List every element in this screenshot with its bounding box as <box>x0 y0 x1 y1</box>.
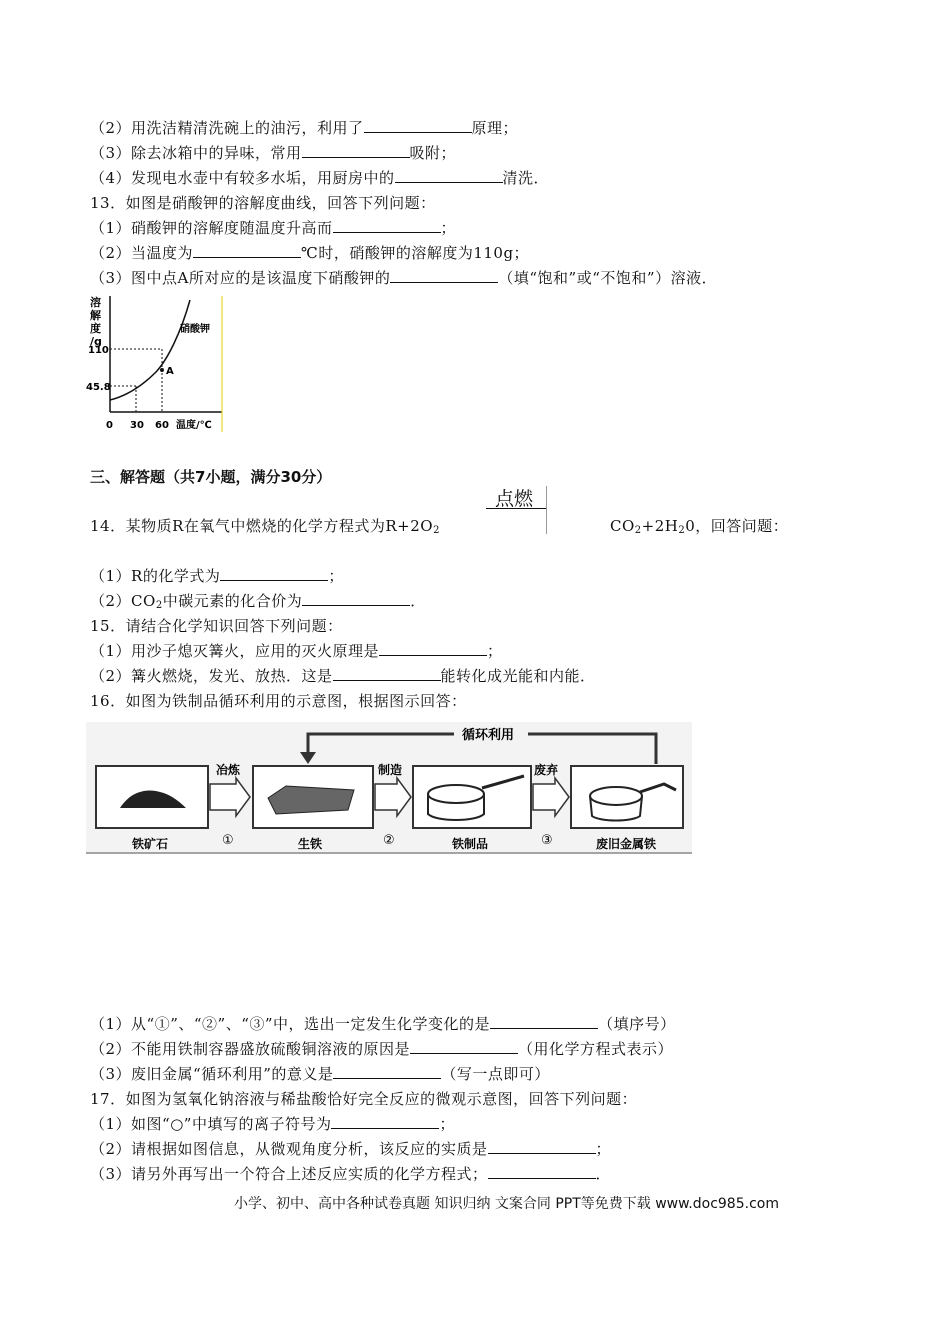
svg-text:②: ② <box>383 833 395 848</box>
q16-item2: （2）不能用铁制容器盛放硫酸铜溶液的原因是 （用化学方程式表示） <box>90 1040 674 1058</box>
caption-iron-product: 铁制品 <box>452 837 489 851</box>
y-title-1: 溶 <box>90 296 101 309</box>
reaction-arrow-line <box>486 508 546 509</box>
q14-stem-right: CO2+2H20，回答问题： <box>610 517 789 536</box>
answer-blank[interactable] <box>364 118 472 133</box>
answer-blank[interactable] <box>331 1114 439 1129</box>
q16-item1: （1）从“①”、“②”、“③”中，选出一定发生化学变化的是 （填序号） <box>90 1015 676 1033</box>
q13-item2: （2）当温度为 ℃时，硝酸钾的溶解度为110g； <box>90 244 530 262</box>
svg-text:③: ③ <box>541 833 553 848</box>
q12-item3: （3）除去冰箱中的异味，常用 吸附； <box>90 144 457 162</box>
q17-item1: （1）如图“○”中填写的离子符号为 ； <box>90 1115 455 1133</box>
svg-text:冶炼: 冶炼 <box>216 763 241 777</box>
answer-blank[interactable] <box>333 666 441 681</box>
caption-scrap: 废旧金属铁 <box>596 837 657 851</box>
point-a <box>160 368 164 372</box>
y-tick-110: 110 <box>88 345 109 356</box>
answer-blank[interactable] <box>333 1064 441 1079</box>
curve-label: 硝酸钾 <box>180 324 210 335</box>
answer-blank[interactable] <box>379 641 487 656</box>
kno3-curve <box>110 300 190 400</box>
x-tick-0: 0 <box>106 420 113 431</box>
answer-blank[interactable] <box>488 1164 596 1179</box>
section-3-heading: 三、解答题（共7小题，满分30分） <box>90 468 332 486</box>
pan-icon <box>428 785 484 803</box>
q12-item2: （2）用洗洁精清洗碗上的油污，利用了 原理； <box>90 119 519 137</box>
iron-cycle-diagram <box>86 722 692 854</box>
answer-blank[interactable] <box>193 243 301 258</box>
q14-item2: （2）CO2中碳元素的化合价为 ． <box>90 592 426 611</box>
reaction-divider <box>546 486 547 534</box>
q17-item3: （3）请另外再写出一个符合上述反应实质的化学方程式； ． <box>90 1165 612 1183</box>
answer-blank[interactable] <box>490 1014 598 1029</box>
x-tick-60: 60 <box>155 420 169 431</box>
q13-item1: （1）硝酸钾的溶解度随温度升高而 ； <box>90 219 457 237</box>
caption-ore: 铁矿石 <box>132 837 169 851</box>
q15-item1: （1）用沙子熄灭篝火，应用的灭火原理是 ； <box>90 642 503 660</box>
q14-item1: （1）R的化学式为 ； <box>90 567 344 585</box>
q14-stem-left: 14．某物质R在氧气中燃烧的化学方程式为R+2O2 <box>90 517 440 536</box>
scrap-pan-icon <box>590 787 642 805</box>
cycle-label: 循环利用 <box>462 728 515 743</box>
x-title: 温度/℃ <box>176 420 212 431</box>
answer-blank[interactable] <box>302 591 410 606</box>
svg-text:制造: 制造 <box>378 763 403 777</box>
answer-blank[interactable] <box>333 218 441 233</box>
answer-blank[interactable] <box>390 268 498 283</box>
q13-item3: （3）图中点A所对应的是该温度下硝酸钾的 （填“饱和”或“不饱和”）溶液． <box>90 269 718 287</box>
page-footer: 小学、初中、高中各种试卷真题 知识归纳 文案合同 PPT等免费下载 www.doc985.com <box>234 1196 779 1212</box>
svg-text:废弃: 废弃 <box>534 763 559 777</box>
y-title-2: 解 <box>90 309 101 322</box>
answer-blank[interactable] <box>302 143 410 158</box>
answer-blank[interactable] <box>220 566 328 581</box>
q17-stem: 17．如图为氢氧化钠溶液与稀盐酸恰好完全反应的微观示意图，回答下列问题： <box>90 1090 638 1108</box>
q17-item2: （2）请根据如图信息，从微观角度分析，该反应的实质是 ； <box>90 1140 612 1158</box>
point-a-label: A <box>166 366 174 377</box>
q16-item3: （3）废旧金属“循环利用”的意义是 （写一点即可） <box>90 1065 550 1083</box>
answer-blank[interactable] <box>395 168 503 183</box>
q16-stem: 16．如图为铁制品循环利用的示意图，根据图示回答： <box>90 692 467 710</box>
q15-item2: （2）篝火燃烧，发光、放热．这是 能转化成光能和内能． <box>90 667 596 685</box>
caption-pig-iron: 生铁 <box>298 837 323 851</box>
answer-blank[interactable] <box>410 1039 518 1054</box>
q13-stem: 13．如图是硝酸钾的溶解度曲线，回答下列问题： <box>90 194 436 212</box>
y-title-4: /g <box>90 335 102 348</box>
q15-stem: 15．请结合化学知识回答下列问题： <box>90 617 343 635</box>
reaction-condition: 点燃 <box>495 488 534 510</box>
answer-blank[interactable] <box>488 1139 596 1154</box>
pig-iron-icon <box>268 786 354 814</box>
solubility-graph <box>86 292 226 437</box>
y-tick-458: 45.8 <box>86 382 111 393</box>
q12-item4: （4）发现电水壶中有较多水垢，用厨房中的 清洗． <box>90 169 550 187</box>
svg-text:①: ① <box>222 833 234 848</box>
x-tick-30: 30 <box>130 420 144 431</box>
y-title-3: 度 <box>90 322 101 335</box>
